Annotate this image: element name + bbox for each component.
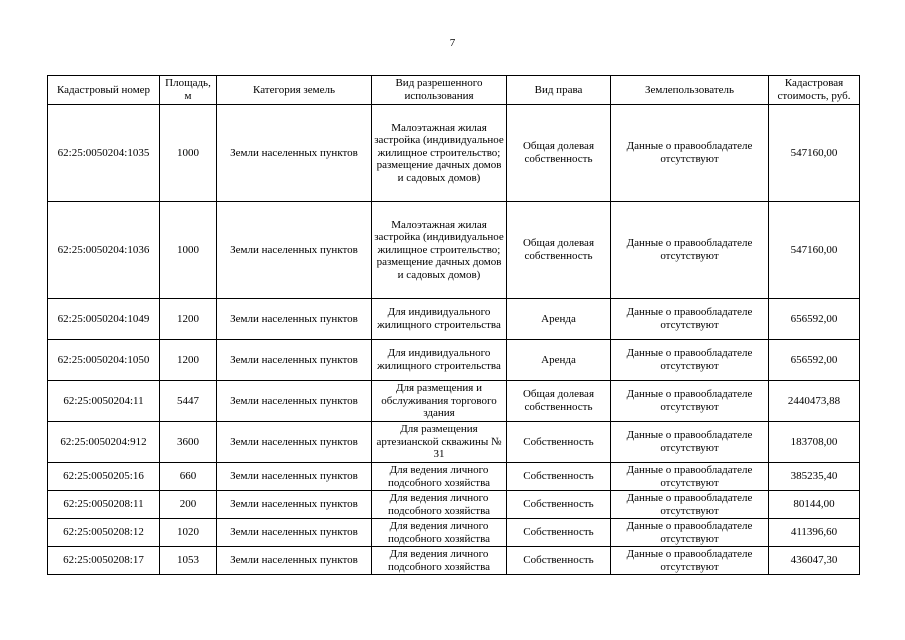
cell-area: 1200 xyxy=(160,340,217,381)
cell-land-user: Данные о правообладателе отсутствуют xyxy=(611,422,769,463)
cell-land-user: Данные о правообладателе отсутствуют xyxy=(611,491,769,519)
cell-cadastral-value: 436047,30 xyxy=(769,547,860,575)
cell-cadastral-number: 62:25:0050208:11 xyxy=(48,491,160,519)
cell-permitted-use: Малоэтажная жилая застройка (индивидуальное жилищное строительство; размещение дачных домов и садовых домов) xyxy=(372,105,507,202)
table-row xyxy=(48,422,860,463)
cell-permitted-use: Для размещения артезианской скважины № 31 xyxy=(372,422,507,463)
header-cadastral-value: Кадастровая стоимость, руб. xyxy=(769,76,860,105)
table-row xyxy=(48,202,860,299)
cell-land-category: Земли населенных пунктов xyxy=(217,381,372,422)
cell-land-category: Земли населенных пунктов xyxy=(217,491,372,519)
cell-cadastral-number: 62:25:0050204:1050 xyxy=(48,340,160,381)
cell-land-user: Данные о правообладателе отсутствуют xyxy=(611,105,769,202)
table-row xyxy=(48,547,860,575)
cell-land-category: Земли населенных пунктов xyxy=(217,519,372,547)
cell-land-category: Земли населенных пунктов xyxy=(217,547,372,575)
cell-cadastral-number: 62:25:0050205:16 xyxy=(48,463,160,491)
cell-right-type: Аренда xyxy=(507,299,611,340)
cell-cadastral-number: 62:25:0050204:1049 xyxy=(48,299,160,340)
cell-land-category: Земли населенных пунктов xyxy=(217,463,372,491)
cell-cadastral-value: 547160,00 xyxy=(769,105,860,202)
header-permitted-use: Вид разрешенного использования xyxy=(372,76,507,105)
table-row xyxy=(48,519,860,547)
cell-land-user: Данные о правообладателе отсутствуют xyxy=(611,463,769,491)
cell-permitted-use: Для размещения и обслуживания торгового здания xyxy=(372,381,507,422)
table-header-row xyxy=(48,76,860,105)
table-row xyxy=(48,340,860,381)
cell-right-type: Аренда xyxy=(507,340,611,381)
cell-permitted-use: Для ведения личного подсобного хозяйства xyxy=(372,491,507,519)
header-area: Площадь, м xyxy=(160,76,217,105)
cell-area: 1200 xyxy=(160,299,217,340)
cell-land-category: Земли населенных пунктов xyxy=(217,202,372,299)
cell-cadastral-value: 411396,60 xyxy=(769,519,860,547)
table-row xyxy=(48,491,860,519)
header-right-type: Вид права xyxy=(507,76,611,105)
cell-land-user: Данные о правообладателе отсутствуют xyxy=(611,299,769,340)
cell-right-type: Общая долевая собственность xyxy=(507,202,611,299)
cell-permitted-use: Малоэтажная жилая застройка (индивидуальное жилищное строительство; размещение дачных домов и садовых домов) xyxy=(372,202,507,299)
cell-permitted-use: Для индивидуального жилищного строительства xyxy=(372,340,507,381)
cell-cadastral-value: 80144,00 xyxy=(769,491,860,519)
table-row xyxy=(48,299,860,340)
cadastral-table xyxy=(47,75,860,575)
cell-area: 1020 xyxy=(160,519,217,547)
cell-cadastral-number: 62:25:0050204:912 xyxy=(48,422,160,463)
cell-cadastral-number: 62:25:0050204:1035 xyxy=(48,105,160,202)
header-land-user: Землепользователь xyxy=(611,76,769,105)
cell-right-type: Общая долевая собственность xyxy=(507,105,611,202)
cell-land-category: Земли населенных пунктов xyxy=(217,299,372,340)
header-cadastral-number: Кадастровый номер xyxy=(48,76,160,105)
table-row xyxy=(48,463,860,491)
cell-cadastral-value: 547160,00 xyxy=(769,202,860,299)
cell-cadastral-value: 656592,00 xyxy=(769,340,860,381)
cell-area: 200 xyxy=(160,491,217,519)
table-row xyxy=(48,381,860,422)
cell-cadastral-value: 656592,00 xyxy=(769,299,860,340)
cell-cadastral-value: 2440473,88 xyxy=(769,381,860,422)
cell-cadastral-value: 183708,00 xyxy=(769,422,860,463)
cell-permitted-use: Для индивидуального жилищного строительства xyxy=(372,299,507,340)
cell-area: 1053 xyxy=(160,547,217,575)
cell-right-type: Собственность xyxy=(507,519,611,547)
header-land-category: Категория земель xyxy=(217,76,372,105)
cell-area: 5447 xyxy=(160,381,217,422)
cell-right-type: Собственность xyxy=(507,491,611,519)
cell-permitted-use: Для ведения личного подсобного хозяйства xyxy=(372,547,507,575)
cell-cadastral-value: 385235,40 xyxy=(769,463,860,491)
cell-land-user: Данные о правообладателе отсутствуют xyxy=(611,381,769,422)
cell-area: 1000 xyxy=(160,105,217,202)
cell-land-category: Земли населенных пунктов xyxy=(217,422,372,463)
cell-land-user: Данные о правообладателе отсутствуют xyxy=(611,519,769,547)
cell-cadastral-number: 62:25:0050208:17 xyxy=(48,547,160,575)
cell-land-user: Данные о правообладателе отсутствуют xyxy=(611,202,769,299)
page-number: 7 xyxy=(449,37,456,49)
cell-cadastral-number: 62:25:0050208:12 xyxy=(48,519,160,547)
cell-land-user: Данные о правообладателе отсутствуют xyxy=(611,340,769,381)
cell-land-category: Земли населенных пунктов xyxy=(217,340,372,381)
cell-right-type: Общая долевая собственность xyxy=(507,381,611,422)
cell-right-type: Собственность xyxy=(507,547,611,575)
cell-cadastral-number: 62:25:0050204:11 xyxy=(48,381,160,422)
cell-right-type: Собственность xyxy=(507,422,611,463)
cell-area: 3600 xyxy=(160,422,217,463)
cell-permitted-use: Для ведения личного подсобного хозяйства xyxy=(372,519,507,547)
cell-area: 1000 xyxy=(160,202,217,299)
table-row xyxy=(48,105,860,202)
cell-land-user: Данные о правообладателе отсутствуют xyxy=(611,547,769,575)
cell-land-category: Земли населенных пунктов xyxy=(217,105,372,202)
cell-right-type: Собственность xyxy=(507,463,611,491)
cell-cadastral-number: 62:25:0050204:1036 xyxy=(48,202,160,299)
cell-permitted-use: Для ведения личного подсобного хозяйства xyxy=(372,463,507,491)
cell-area: 660 xyxy=(160,463,217,491)
